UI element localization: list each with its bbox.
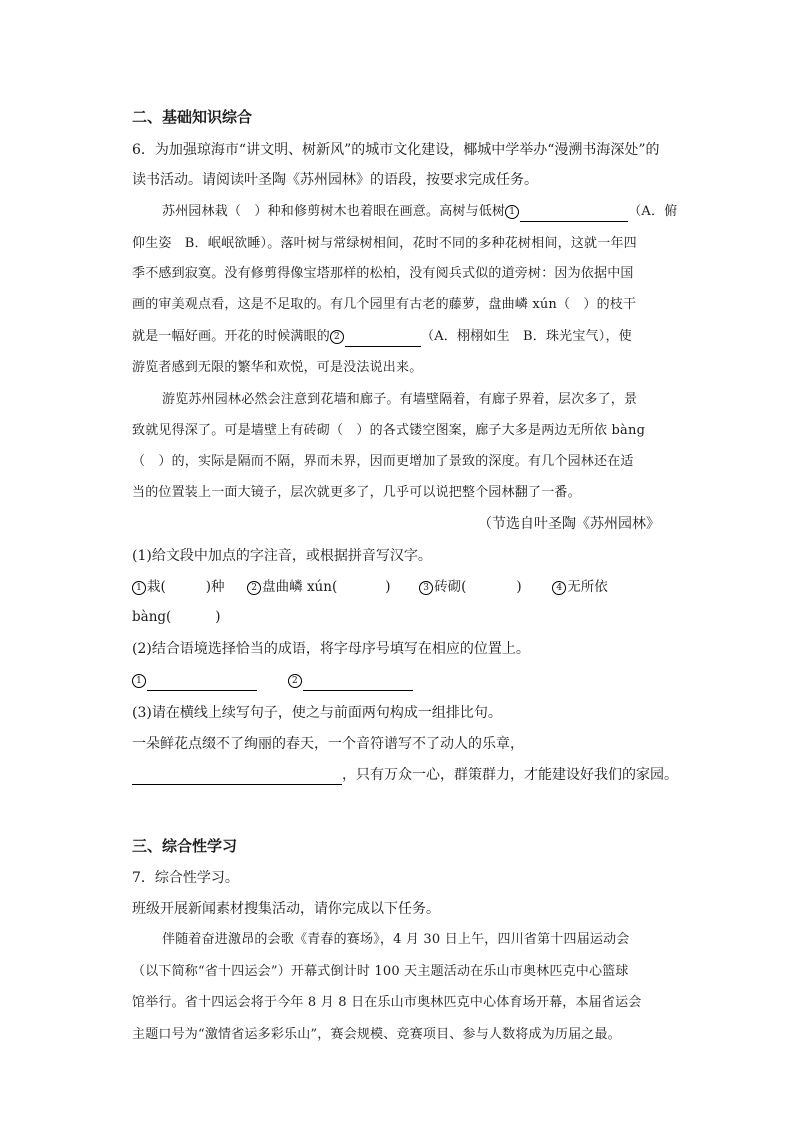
circle-2-marker: 2 (288, 674, 302, 688)
item-2-label: 盘曲嶙 xún( (262, 579, 338, 595)
sub-question-3-line-2 (132, 765, 678, 785)
blank-2[interactable] (345, 331, 421, 347)
q6-line-1: 6．为加强琼海市“讲文明、树新风”的城市文化建设，椰城中学举办“漫溯书海深处”的 (132, 142, 660, 158)
news-line-3: 馆举行。省十四运会将于今年 8 月 8 日在乐山市奥林匹克中心体育场开幕，本届省运会 (132, 995, 642, 1010)
circle-1-marker: 1 (505, 205, 519, 219)
section-3-title: 三、综合性学习 (132, 837, 238, 855)
blank-1[interactable] (520, 206, 628, 222)
item-4-pinyin: bàng( (132, 609, 172, 625)
answer-blank-1[interactable] (147, 675, 257, 691)
circle-4-marker: 4 (552, 581, 566, 595)
passage-1-line-4: 画的审美观点看，这是不足取的。有几个园里有古老的藤萝，盘曲嶙 xún（ ）的枝干 (132, 297, 637, 312)
passage-1-line-5-b: （A．栩栩如生 B．珠光宝气），使 (421, 329, 632, 344)
sub-question-2: (2)结合语境选择恰当的成语，将字母序号填写在相应的位置上。 (132, 641, 530, 657)
item-4-label: 无所依 (567, 579, 608, 595)
passage-1-line-1-b: （A．俯 (628, 204, 678, 219)
passage-2-line-2: 致就见得深了。可是墙壁上有砖砌（ ）的各式镂空图案，廊子大多是两边无所依 bàng (132, 423, 646, 438)
passage-2-line-4: 当的位置装上一面大镜子，层次就更多了，几乎可以说把整个园林翻了一番。 (132, 485, 581, 500)
passage-1-line-5 (132, 327, 632, 347)
sub-question-1-item-4-cont (132, 607, 221, 627)
news-line-1: 伴随着奋进激昂的会歌《青春的赛场》，4 月 30 日上午，四川省第十四届运动会 (162, 932, 630, 947)
item-4-tail: ) (215, 609, 221, 625)
passage-1-line-1 (162, 202, 677, 222)
sub-question-3-tail: ，只有万众一心，群策群力，才能建设好我们的家园。 (342, 767, 678, 783)
circle-1-marker: 1 (132, 674, 146, 688)
news-line-4: 主题口号为“激情省运多彩乐山”，赛会规模、竞赛项目、参与人数将成为历届之最。 (132, 1027, 621, 1042)
circle-2-marker: 2 (247, 581, 261, 595)
answer-blank-2[interactable] (303, 675, 413, 691)
sub-question-1-items (132, 577, 608, 597)
passage-1-line-6: 游览者感到无限的繁华和欢悦，可是没法说出来。 (132, 360, 423, 375)
q7-title: 7．综合性学习。 (132, 870, 239, 886)
item-1-label: 栽( (147, 579, 166, 595)
circle-3-marker: 3 (419, 581, 433, 595)
item-3-label: 砖砌( (434, 579, 467, 595)
news-line-2: （以下简称“省十四运会”）开幕式倒计时 100 天主题活动在乐山市奥林匹克中心篮球 (132, 964, 629, 979)
passage-source: （节选自叶圣陶《苏州园林》 (478, 516, 660, 532)
circle-1-marker: 1 (132, 581, 146, 595)
sub-question-1: (1)给文段中加点的字注音，或根据拼音写汉字。 (132, 548, 432, 564)
passage-1-line-1-a: 苏州园林栽（ ）种和修剪树木也着眼在画意。高树与低树 (162, 204, 506, 219)
sub-question-2-blanks (132, 671, 413, 691)
passage-2-line-3: （ ）的，实际是隔而不隔，界而未界，因而更增加了景致的深度。有几个园林还在适 (132, 454, 634, 469)
passage-1-line-2: 仰生姿 B．岷岷欲睡）。落叶树与常绿树相间，花时不同的多种花树相间，这就一年四 (132, 236, 637, 251)
item-3-tail: ) (516, 579, 522, 595)
continuation-blank[interactable] (132, 769, 342, 785)
passage-1-line-5-a: 就是一幅好画。开花的时候满眼的 (132, 329, 331, 344)
item-1-tail: )种 (205, 579, 225, 595)
sub-question-3-line-1: 一朵鲜花点缀不了绚丽的春天，一个音符谱写不了动人的乐章， (132, 736, 524, 752)
section-2-title: 二、基础知识综合 (132, 108, 253, 126)
q7-intro: 班级开展新闻素材搜集活动，请你完成以下任务。 (132, 901, 440, 917)
q6-line-2: 读书活动。请阅读叶圣陶《苏州园林》的语段，按要求完成任务。 (132, 172, 538, 188)
circle-2-marker: 2 (330, 330, 344, 344)
passage-2-line-1: 游览苏州园林必然会注意到花墙和廊子。有墙壁隔着，有廊子界着，层次多了，景 (162, 392, 638, 407)
sub-question-3: (3)请在横线上续写句子，使之与前面两句构成一组排比句。 (132, 705, 502, 721)
item-2-tail: ) (385, 579, 391, 595)
passage-1-line-3: 季不感到寂寞。没有修剪得像宝塔那样的松柏，没有阅兵式似的道旁树：因为依据中国 (132, 266, 634, 281)
